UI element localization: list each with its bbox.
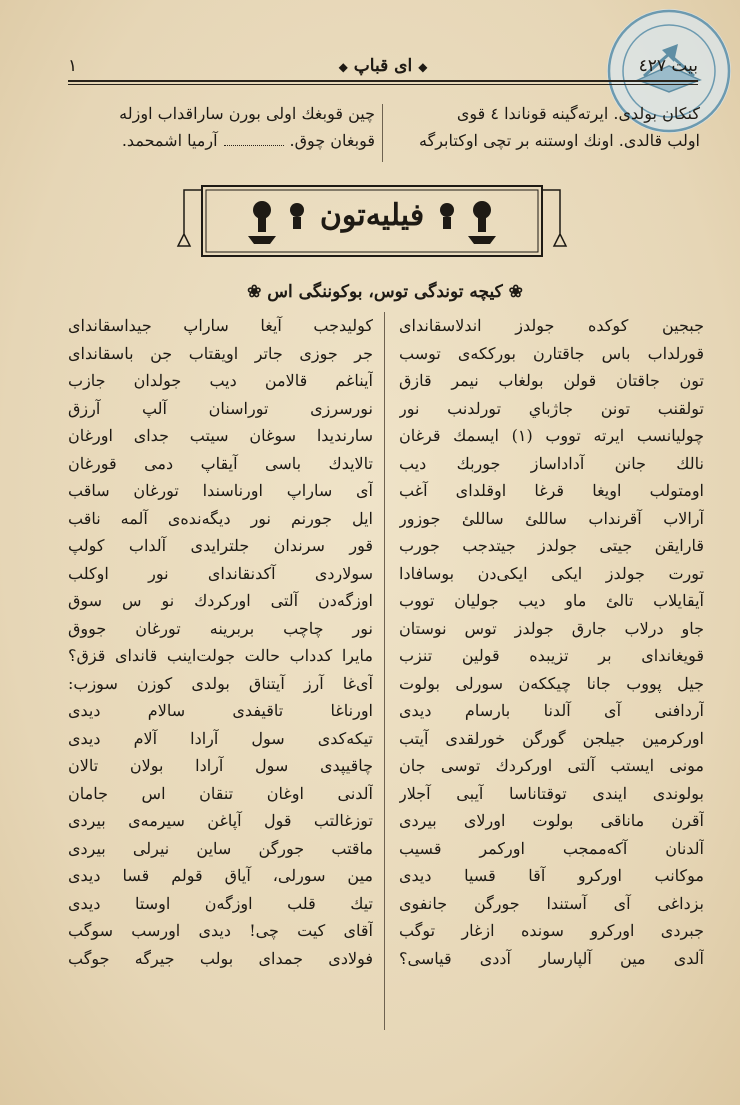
poem-line: اومتولب اويغا قرغا اوقلدای آغب	[399, 481, 704, 500]
poem-line: بزداغی آی آستندا جورگن جانفوی	[399, 893, 704, 913]
poem-line: اوزگه‌دن آلتی اوركردك نو س سوق	[68, 591, 373, 610]
poem-line: تالايدك باسی آيقاپ دمی قورغان	[68, 453, 373, 473]
journal-title-text: ای قباپ	[353, 56, 413, 76]
poem-line: قور سرندان جلترايدی آلداب كولپ	[68, 536, 373, 555]
poem-line: چوليانسب ايرته تووب (١) ايسمك قرغان	[399, 426, 704, 445]
poem-body	[68, 312, 704, 1032]
poem-line: قارايقن جيتی جولدز جيتدجب جورب	[399, 536, 704, 555]
poem-line: تولقنب تونن جاژباي تورلدنب نور	[399, 398, 704, 418]
poem-line: ماقتب جورگن ساين نيرلی بيردی	[68, 838, 373, 858]
poem-title	[70, 282, 700, 302]
poem-line: فولادی جمدای بولب جيرگه جوگب	[68, 948, 373, 968]
poem-line: آردافنی آی آلدنا بارسام ديدی	[399, 701, 704, 720]
poem-line: جاو درلاب جارق جولدز توس نوستان	[399, 618, 704, 638]
poem-line: آلدنی اوغان تنقان اس جامان	[68, 783, 373, 803]
page-header	[68, 56, 698, 86]
continued-right-column	[395, 100, 700, 154]
poem-line: تيكه‌كدی سول آرادا آلام ديدی	[68, 728, 373, 748]
poem-line: سارنديدا سوغان سيتب جدای اورغان	[68, 426, 373, 445]
poem-line: نالك جانن آداداساز جوربك ديب	[399, 453, 704, 473]
column-divider	[384, 312, 385, 1030]
ornament-icon: ◆	[338, 60, 348, 74]
text-line: كنكان بولدی. ايرته‌گينه قوناندا ٤ قوی	[456, 104, 700, 123]
feuilleton-banner	[172, 180, 572, 262]
poem-line: آيقايلاب تالئ ماو ديب جوليان تووب	[399, 591, 704, 610]
poem-line: سولاردی آكدنقاندای نور اوكلب	[68, 563, 373, 583]
poem-line: بولوندی ايندی توقتاناسا آيبی آجلار	[399, 783, 704, 803]
text-line: چين قوبغك اولی بورن ساراقداب اوزله	[119, 104, 375, 123]
text-line: اولب قالدی. اونك اوستنه بر تچی اوكتابرگه	[419, 131, 700, 150]
column-divider	[382, 104, 383, 162]
poem-line: كوليدجب آيغا ساراپ جيداسقاندای	[68, 316, 373, 335]
poem-line: ايل جورنم نور ديگه‌نده‌ی آلمه ناقب	[68, 508, 373, 528]
poem-line: آقای كيت چی! ديدی اورسب سوگب	[68, 921, 373, 940]
poem-line: توزغالتب قول آپاغن سيرمه‌ی بيردی	[68, 811, 373, 830]
poem-line: تورت جولدز ايكی ايكی‌دن بوسافادا	[399, 563, 704, 583]
poem-line: آلدی مين آلپارسار آددی قياسی؟	[399, 948, 704, 968]
signature-dots	[224, 145, 284, 146]
continued-article	[70, 100, 700, 166]
journal-title	[333, 56, 434, 76]
ornament-icon: ❀	[502, 282, 523, 302]
poem-line: قورلداب باس جاقتارن بورككه‌ی توسب	[399, 343, 704, 363]
header-rule	[68, 80, 698, 82]
poem-line: آی‌غا آرز آيتناق بولدی كوزن سوزب:	[68, 673, 373, 693]
page-number: بيت ٤٢٧	[638, 56, 698, 76]
poem-line: جر جوزی جاتر اويقتاب جن باسقاندای	[68, 343, 373, 363]
poem-line: آلدنان آكه‌ممجب اوركمر قسيب	[399, 838, 704, 858]
poem-line: اورناغا تاقيفدی سالام ديدی	[68, 701, 373, 720]
poem-right-column	[399, 312, 704, 972]
poem-line: چاقيپدی سول آرادا بولان تالان	[68, 756, 373, 775]
author-signature: آرميا اشمحمد.	[121, 131, 218, 150]
poem-line: تون جاقتان قولن بولغاب نيمر قازق	[399, 371, 704, 390]
poem-line: مونی ايستب آلتی اوركردك توسی جان	[399, 756, 704, 775]
ornament-icon: ❀	[247, 282, 268, 302]
header-rule-thin	[68, 84, 698, 85]
poem-line: جيل پووب جانا چيككه‌ن سورلی بولوت	[399, 673, 704, 693]
poem-line: آقرن ماناقی بولوت اورلای بيردی	[399, 811, 704, 830]
poem-line: مايرا كدداب حالت جولت‌اينب قاندای قزق؟	[68, 646, 373, 665]
poem-left-column	[68, 312, 373, 972]
poem-line: تيك قلب اوزگه‌ن اوستا ديدی	[68, 893, 373, 913]
poem-title-text: كيچه توندگی توس، بوكوننگی اس	[267, 282, 503, 302]
poem-line: نور چاچب بربرينه تورغان جووق	[68, 618, 373, 638]
poem-line: آيناغم قالامن ديب جولدان جازب	[68, 371, 373, 390]
poem-line: آی ساراپ اورناسندا تورغان ساقب	[68, 481, 373, 500]
ornament-icon: ◆	[418, 60, 428, 74]
poem-line: موكانب اوركرو آقا قسيا ديدی	[399, 866, 704, 885]
continued-left-column	[70, 100, 375, 154]
poem-line: نورسرزی توراسنان آلپ آرزق	[68, 398, 373, 418]
poem-line: جبردی اوركرو سونده ازغار توگب	[399, 921, 704, 940]
text-fragment: قوبغان چوق.	[289, 131, 375, 150]
text-line	[70, 127, 375, 154]
poem-line: آرالاب آقرنداب ساللئ ساللئ جوزور	[399, 508, 704, 528]
poem-line: اوركرمين جيلجن گورگن خورلقدی آيتب	[399, 728, 704, 748]
poem-line: قويغاندای بر تزيبده قولين تنزب	[399, 646, 704, 665]
feuilleton-title: فيليه‌تون	[319, 198, 425, 233]
poem-line: مين سورلی، آياق قولم قسا ديدی	[68, 866, 373, 885]
poem-line: جبجين كوكده جولدز اندلاسقاندای	[399, 316, 704, 335]
issue-number: ١	[68, 56, 78, 76]
